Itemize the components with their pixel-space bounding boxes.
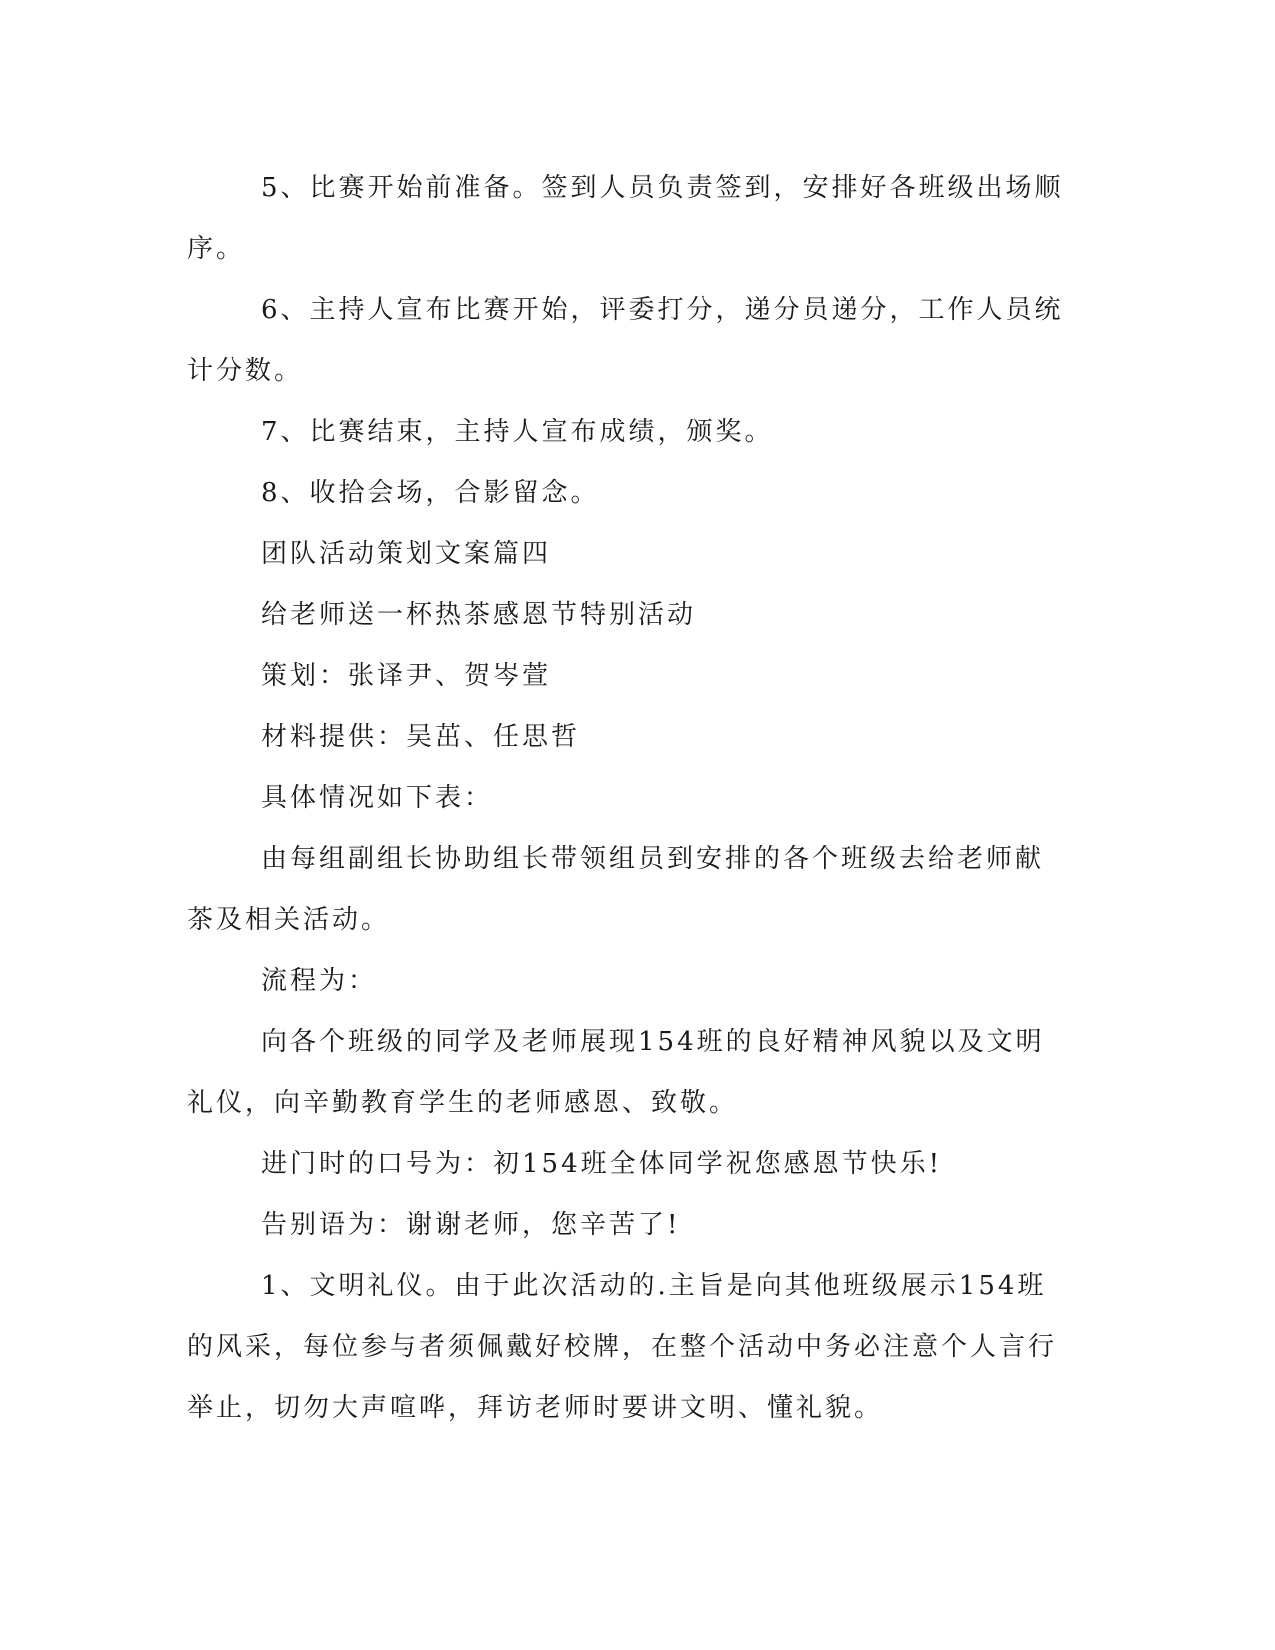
paragraph: 由每组副组长协助组长带领组员到安排的各个班级去给老师献茶及相关活动。 [187,844,1045,935]
farewell-line: 告别语为：谢谢老师，您辛苦了! [261,1210,681,1240]
paragraph: 1、文明礼仪。由于此次活动的.主旨是向其他班级展示154班的风采，每位参与者须佩戴好校牌，在整个活动中务必注意个人言行举止，切勿大声喧哗，拜访老师时要讲文明、懂礼貌。 [187,1271,1058,1423]
planner-line: 策划：张译尹、贺岑萱 [261,661,552,691]
document-body [187,158,1067,1439]
paragraph: 具体情况如下表： [261,783,494,813]
paragraph: 7、比赛结束，主持人宣布成绩，颁奖。 [261,417,774,447]
slogan-line: 进门时的口号为：初154班全体同学祝您感恩节快乐! [261,1149,943,1179]
paragraph: 6、主持人宣布比赛开始，评委打分，递分员递分，工作人员统计分数。 [187,295,1064,386]
activity-title: 给老师送一杯热茶感恩节特别活动 [261,600,697,630]
materials-line: 材料提供：吴茁、任思哲 [261,722,581,752]
paragraph: 向各个班级的同学及老师展现154班的良好精神风貌以及文明礼仪，向辛勤教育学生的老师感恩、致敬。 [187,1027,1045,1118]
paragraph: 5、比赛开始前准备。签到人员负责签到，安排好各班级出场顺序。 [187,173,1064,264]
paragraph: 8、收拾会场，合影留念。 [261,478,600,508]
paragraph: 流程为： [261,966,378,996]
section-heading: 团队活动策划文案篇四 [261,539,552,569]
